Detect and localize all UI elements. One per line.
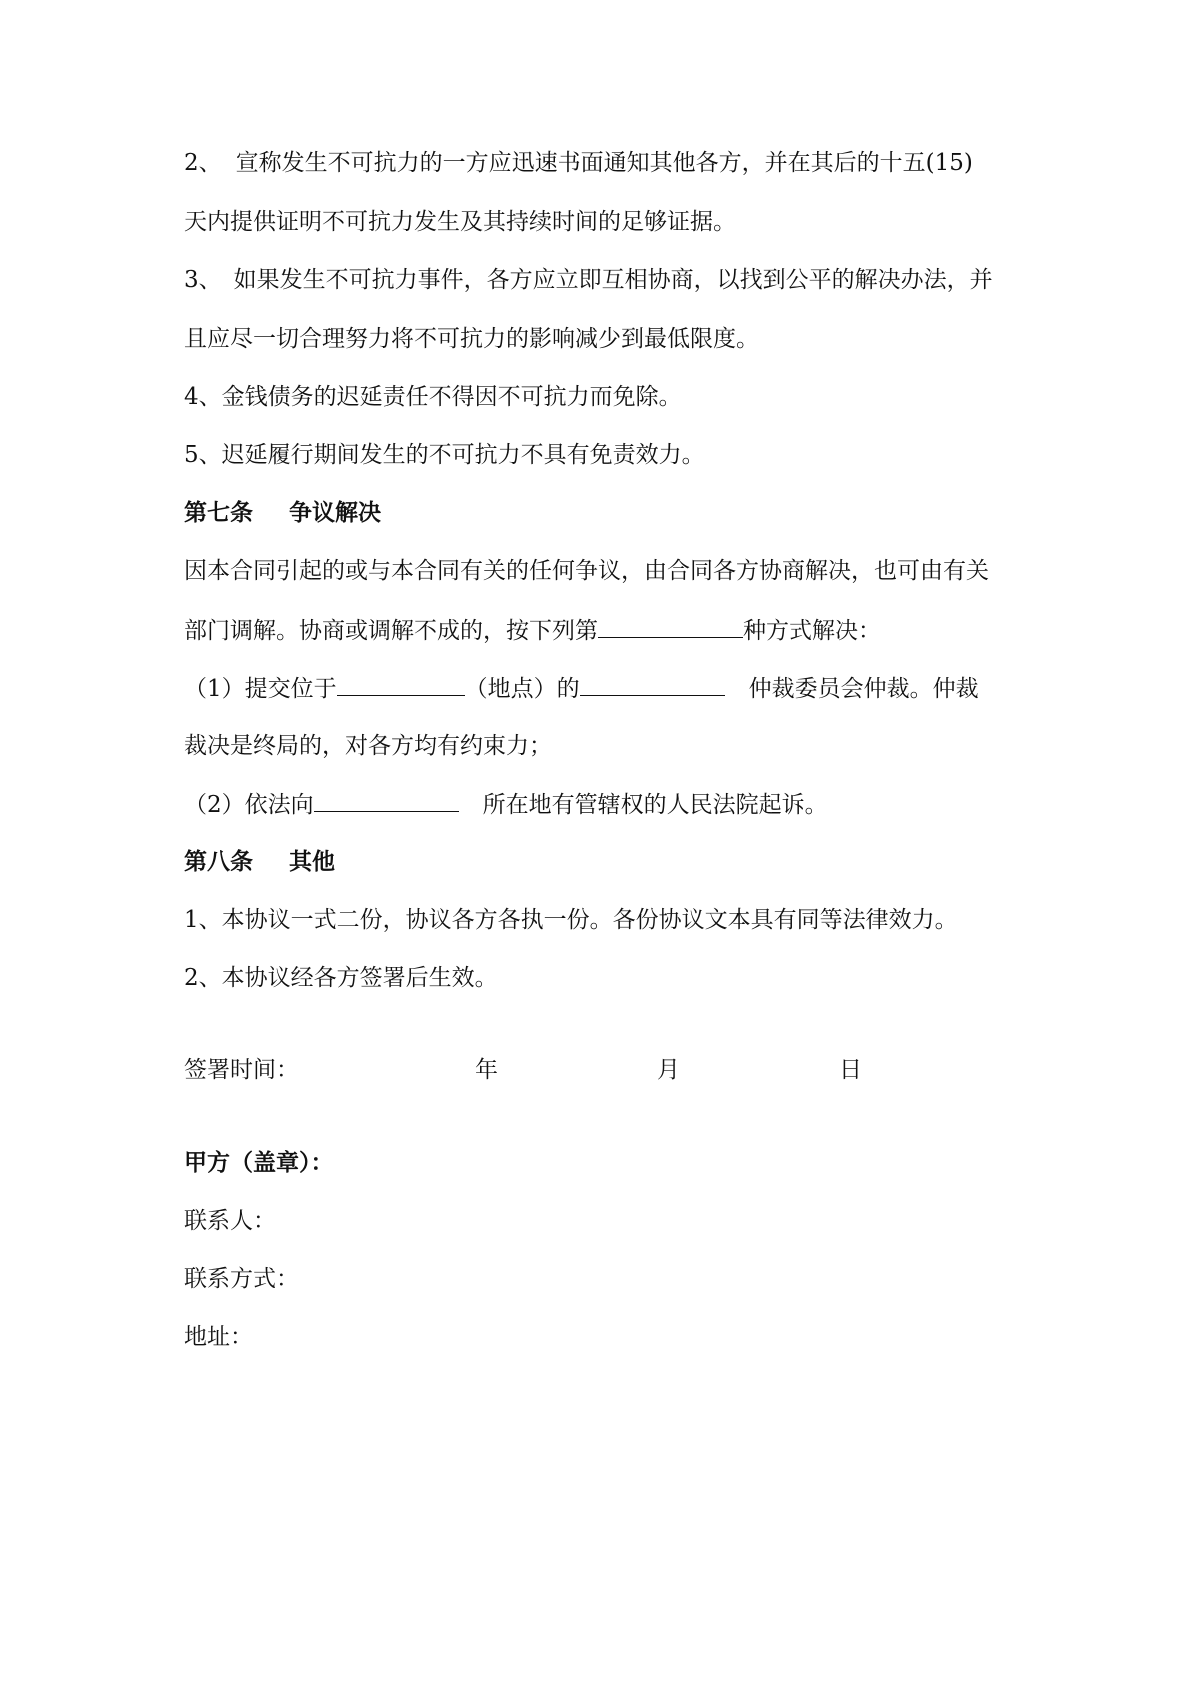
- text: 种方式解决：: [743, 618, 881, 644]
- item-text: 宣称发生不可抗力的一方应迅速书面通知其他各方，并在其后的十五(15): [235, 150, 973, 176]
- method-number-blank: [598, 615, 743, 638]
- item-number: 2、: [184, 150, 222, 176]
- item-text: 如果发生不可抗力事件，各方应立即互相协商，以找到公平的解决办法，并: [233, 267, 993, 293]
- contact-person: 联系人：: [184, 1208, 276, 1234]
- signing-date-label: 签署时间：: [184, 1057, 299, 1083]
- text: 仲裁委员会仲裁。仲裁: [748, 676, 979, 702]
- article-title: 争议解决: [289, 500, 381, 526]
- article-7-option-1: [184, 673, 979, 704]
- force-majeure-item-4: 4、金钱债务的迟延责任不得因不可抗力而免除。: [184, 384, 682, 410]
- force-majeure-item-5: 5、迟延履行期间发生的不可抗力不具有免责效力。: [184, 442, 705, 468]
- force-majeure-item-3: [184, 265, 993, 295]
- force-majeure-item-2-cont: 天内提供证明不可抗力发生及其持续时间的足够证据。: [184, 209, 736, 235]
- article-8-heading: [184, 847, 335, 877]
- arbitration-commission-blank: [580, 673, 725, 696]
- article-8-item-1: 1、本协议一式二份，协议各方各执一份。各份协议文本具有同等法律效力。: [184, 907, 958, 933]
- text: 部门调解。协商或调解不成的，按下列第: [184, 618, 598, 644]
- article-7-para-line-2: [184, 615, 881, 646]
- force-majeure-item-2: [184, 148, 973, 178]
- text: （1）提交位于: [184, 676, 337, 702]
- article-title: 其他: [289, 849, 335, 875]
- text: （2）依法向: [184, 792, 314, 818]
- date-year: 年: [475, 1057, 498, 1083]
- article-7-para-line-1: 因本合同引起的或与本合同有关的任何争议，由合同各方协商解决，也可由有关: [184, 558, 989, 584]
- force-majeure-item-3-cont: 且应尽一切合理努力将不可抗力的影响减少到最低限度。: [184, 326, 759, 352]
- court-location-blank: [314, 789, 459, 812]
- article-number: 第八条: [184, 849, 253, 875]
- article-number: 第七条: [184, 500, 253, 526]
- article-7-option-2: [184, 789, 828, 820]
- location-blank: [337, 673, 465, 696]
- article-7-option-1-cont: 裁决是终局的，对各方均有约束力；: [184, 733, 552, 759]
- party-a-seal: 甲方（盖章）：: [184, 1150, 334, 1176]
- contact-method: 联系方式：: [184, 1266, 299, 1292]
- article-8-item-2: 2、本协议经各方签署后生效。: [184, 965, 498, 991]
- text: （地点）的: [464, 676, 580, 702]
- document-page: [184, 0, 1034, 1698]
- article-7-heading: [184, 498, 381, 528]
- item-number: 3、: [184, 267, 222, 293]
- text: 所在地有管辖权的人民法院起诉。: [482, 792, 828, 818]
- date-day: 日: [839, 1057, 862, 1083]
- date-month: 月: [657, 1057, 680, 1083]
- address: 地址：: [184, 1324, 253, 1350]
